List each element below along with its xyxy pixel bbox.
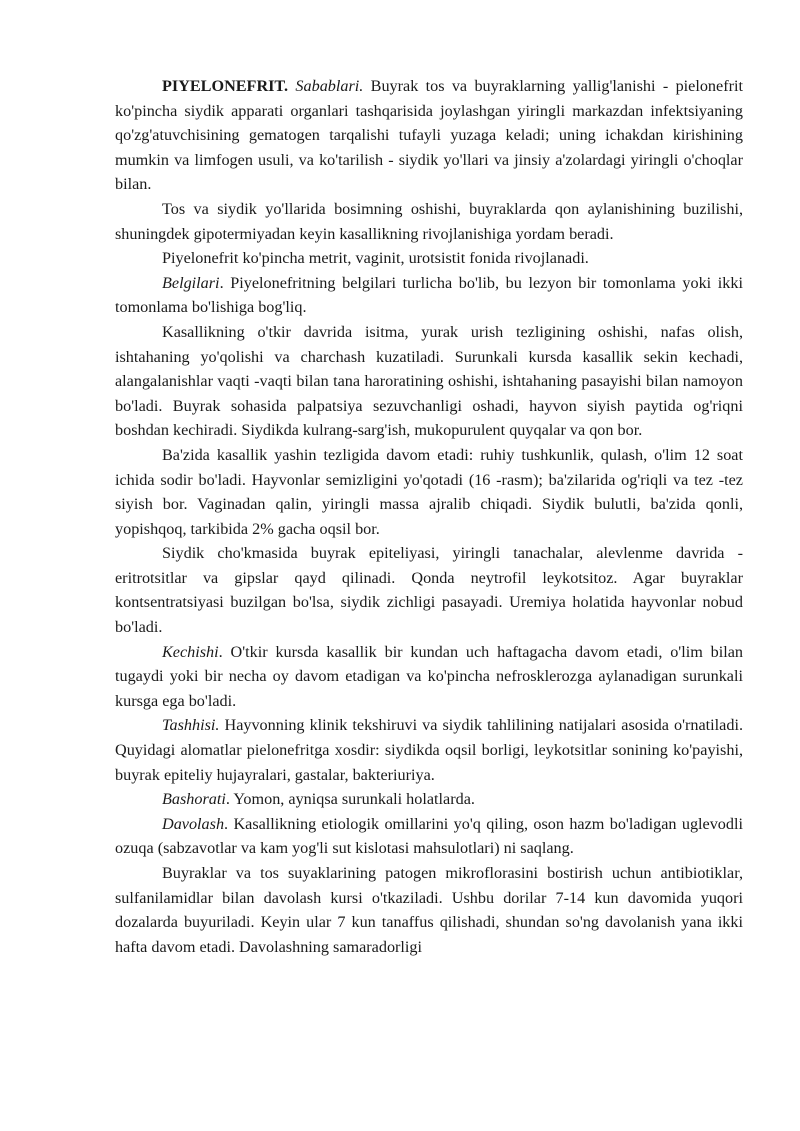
paragraph-text: Buyraklar va tos suyaklarining patogen mikroflorasini bostirish uchun antibiotiklar, sulfanilamidlar bilan davolash kursi o'tkaziladi. Ushbu dorilar 7-14 kun davomida yuqori dozalarda buyuriladi. Keyin ular 7 kun tanaffus qilishadi, shundan so'ng davolanish yana ikki hafta davom etadi. Davolashning samaradorligi	[115, 864, 743, 956]
paragraph-text: Kasallikning o'tkir davrida isitma, yurak urish tezligining oshishi, nafas olish, ishtahaning yo'qolishi va charchash kuzatiladi. Surunkali kursda kasallik sekin kechadi, alangalanishlar vaqti -vaqti bilan tana haroratining oshishi, ishtahaning pasayishi bilan namoyon bo'ladi. Buyrak sohasida palpatsiya sezuvchanligi oshadi, hayvon siyish paytida og'riqni boshdan kechiradi. Siydikda kulrang-sarg'ish, mukopurulent quyqalar va qon bor.	[115, 322, 743, 440]
paragraph-text: Siydik cho'kmasida buyrak epiteliyasi, yiringli tanachalar, alevlenme davrida - eritrotsitlar va gipslar qayd qilinadi. Qonda neytrofil leykotsitoz. Agar buyraklar kontsentratsiyasi buzilgan bo'lsa, siydik zichligi pasayadi. Uremiya holatida hayvonlar nobud bo'ladi.	[115, 544, 743, 637]
section-heading-causes: Sabablari.	[288, 77, 364, 95]
paragraph-text: . O'tkir kursda kasallik bir kundan uch haftagacha davom etadi, o'lim bilan tugaydi yoki bir necha oy davom etadigan va ko'pincha nefrosklerozga aylanadigan surunkali kursga ega bo'ladi.	[115, 642, 743, 710]
paragraph-text: Ba'zida kasallik yashin tezligida davom etadi: ruhiy tushkunlik, qulash, o'lim 12 soat ichida sodir bo'ladi. Hayvonlar semizligini yo'qotadi (16 -rasm); ba'zilarida og'riqli va tez -tez siyish bor. Vaginadan qalin, yiringli massa ajralib chiqadi. Siydik bulutli, ba'zida qonli, yopishqoq, tarkibida 2% gacha oqsil bor.	[115, 445, 743, 538]
paragraph-text: Buyrak tos va buyraklarning yallig'lanishi - pielonefrit ko'pincha siydik apparati organlari tashqarisida joylashgan yiringli markazdan infektsiyaning qo'zg'atuvchisining gematogen tarqalishi tufayli yuzaga keladi; uning ichakdan kirishining mumkin va limfogen usuli, va ko'tarilish - siydik yo'llari va jinsiy a'zolardagi yiringli o'choqlar bilan.	[115, 77, 743, 194]
paragraph-diagnosis	[115, 713, 743, 787]
paragraph-treatment	[115, 812, 743, 861]
section-heading-course: Kechishi	[162, 642, 219, 661]
document-title: PIYELONEFRIT.	[162, 77, 289, 95]
paragraph-text: Hayvonning klinik tekshiruvi va siydik tahlilining natijalari asosida o'rnatiladi. Quyidagi alomatlar pielonefritga xosdir: siydikda oqsil borligi, leykotsitlar sonining ko'payishi, buyrak epiteliy hujayralari, gastalar, bakteriuriya.	[115, 716, 743, 784]
paragraph-acute-period	[115, 320, 743, 443]
paragraph-causes	[115, 74, 743, 197]
document-page	[115, 74, 743, 959]
paragraph-prognosis	[115, 787, 743, 812]
paragraph-urine-sediment	[115, 541, 743, 639]
paragraph-text: . Piyelonefritning belgilari turlicha bo'lib, bu lezyon bir tomonlama yoki ikki tomonlama bo'lishiga bog'liq.	[115, 273, 743, 317]
paragraph-signs	[115, 271, 743, 320]
paragraph-text: . Kasallikning etiologik omillarini yo'q qiling, oson hazm bo'ladigan uglevodli ozuqa (sabzavotlar va kam yog'li sut kislotasi mahsulotlari) ni saqlang.	[115, 814, 743, 858]
section-heading-signs: Belgilari	[162, 273, 220, 292]
paragraph-contributing-factors	[115, 197, 743, 246]
paragraph-background-diseases	[115, 246, 743, 271]
section-heading-treatment: Davolash	[162, 814, 225, 833]
section-heading-prognosis: Bashorati	[162, 790, 226, 809]
paragraph-fulminant-course	[115, 443, 743, 541]
paragraph-text: Piyelonefrit ko'pincha metrit, vaginit, urotsistit fonida rivojlanadi.	[162, 249, 589, 268]
paragraph-text: . Yomon, ayniqsa surunkali holatlarda.	[225, 790, 475, 809]
paragraph-text: Tos va siydik yo'llarida bosimning oshishi, buyraklarda qon aylanishining buzilishi, shuningdek gipotermiyadan keyin kasallikning rivojlanishiga yordam beradi.	[115, 199, 743, 243]
paragraph-antibiotics	[115, 861, 743, 959]
paragraph-course	[115, 640, 743, 714]
section-heading-diagnosis: Tashhisi.	[162, 716, 220, 735]
